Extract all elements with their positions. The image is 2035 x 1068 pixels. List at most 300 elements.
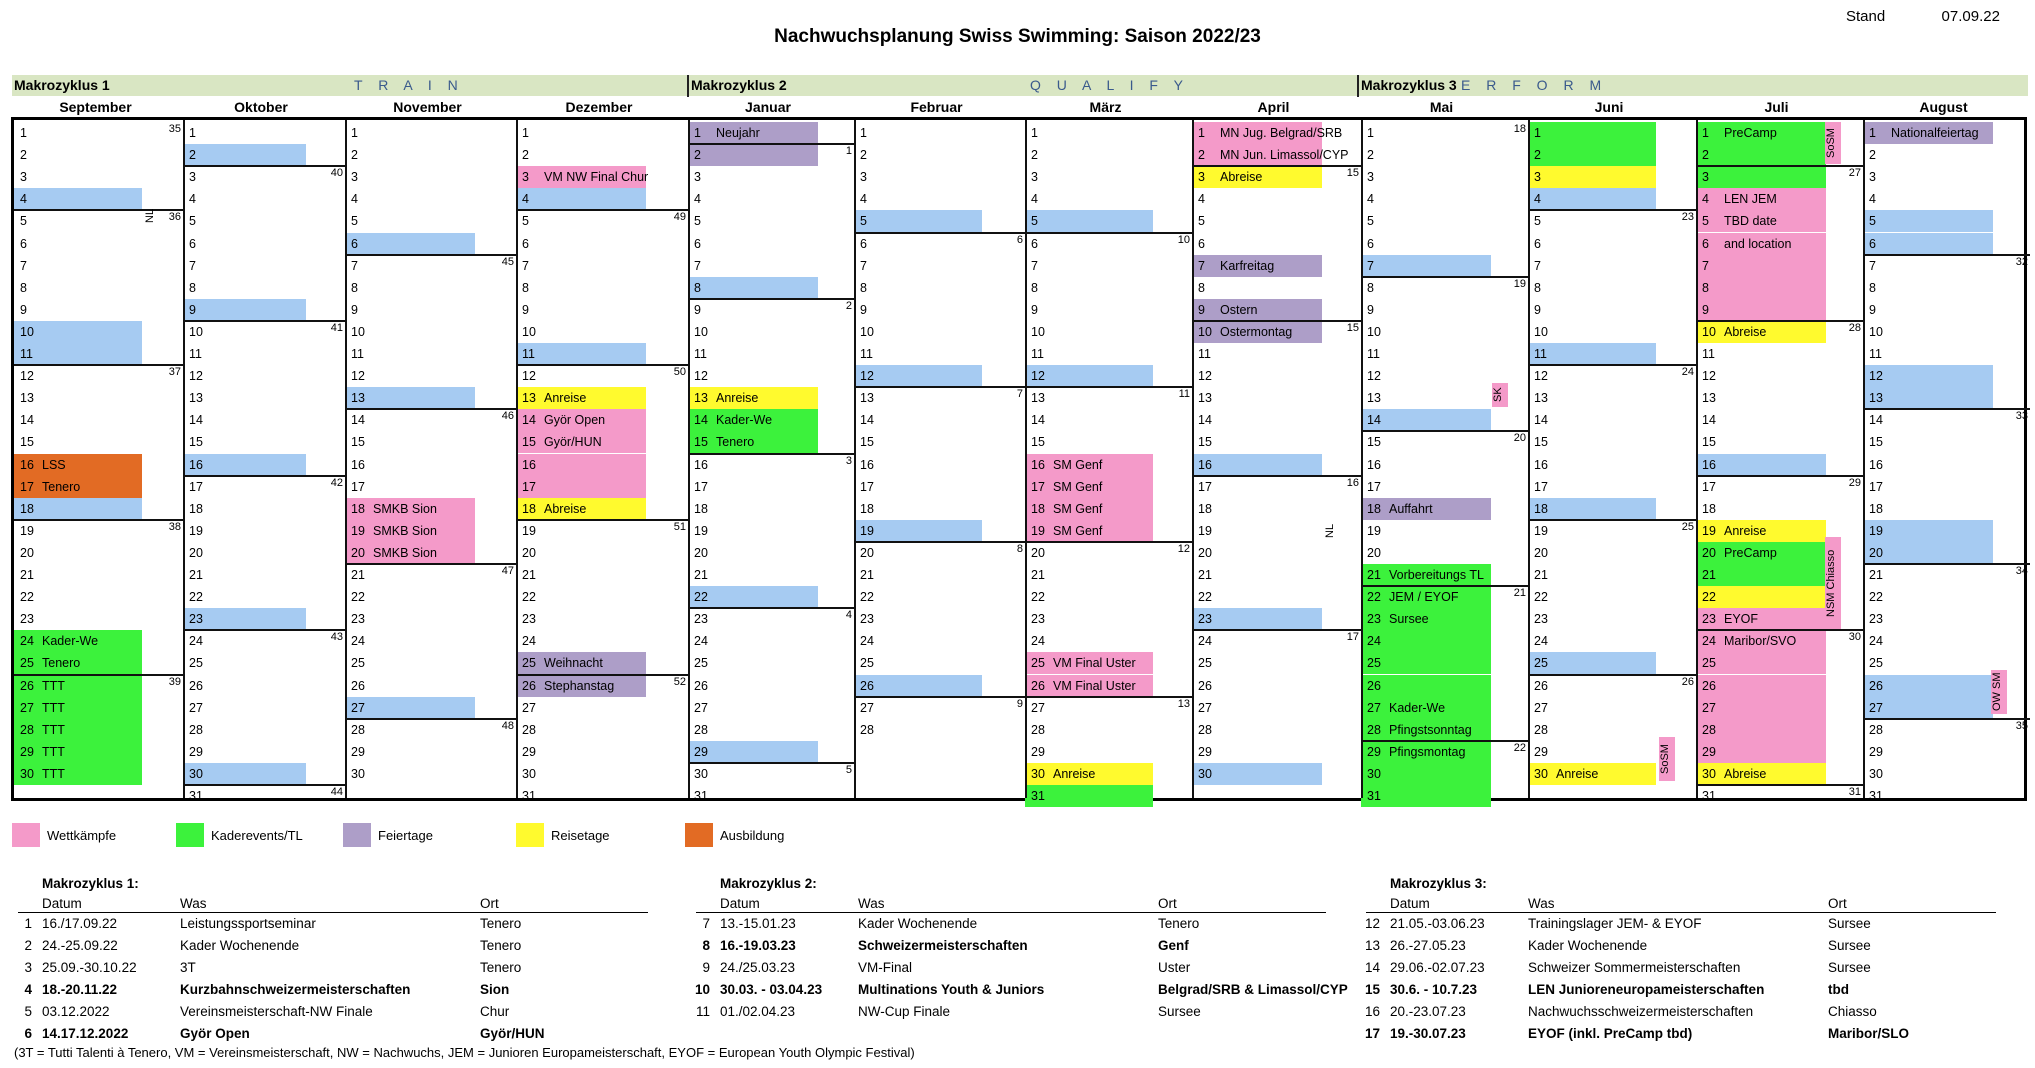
day-number: 17: [20, 479, 34, 494]
day-number: 11: [1367, 347, 1380, 361]
day-event-label: Nationalfeiertag: [1891, 126, 1979, 140]
day-number: 1: [1534, 126, 1541, 140]
day-cell: [1192, 564, 1361, 586]
day-event-label: TTT: [42, 744, 65, 759]
day-cell: [688, 365, 854, 387]
week-number: 49: [673, 211, 686, 224]
week-number: 20: [1513, 432, 1526, 445]
week-separator: [1863, 408, 2030, 410]
day-highlight: [1528, 144, 1656, 166]
day-cell: [516, 520, 688, 542]
month-divider: [1528, 120, 1530, 798]
day-highlight: [688, 277, 818, 299]
day-number: 13: [189, 391, 203, 406]
day-number: 9: [1367, 302, 1374, 317]
day-cell: [1025, 741, 1192, 763]
day-number: 30: [20, 766, 34, 781]
day-cell: [854, 454, 1025, 476]
day-number: 28: [1702, 722, 1716, 737]
day-cell: [516, 564, 688, 586]
week-separator: [1025, 386, 1192, 388]
day-cell: [183, 255, 345, 277]
week-separator: [1192, 629, 1361, 631]
day-number: 29: [1534, 744, 1548, 759]
day-cell: [854, 697, 1025, 719]
day-number: 14: [1198, 413, 1212, 428]
day-cell: [688, 741, 854, 763]
day-cell: [1528, 210, 1696, 232]
day-number: 27: [1367, 700, 1381, 715]
day-cell: [345, 586, 516, 608]
day-cell: [1528, 144, 1696, 166]
day-number: 28: [1198, 722, 1212, 737]
day-number: 4: [1702, 192, 1709, 207]
day-cell: [1192, 476, 1361, 498]
day-cell: [516, 741, 688, 763]
day-cell: [14, 608, 183, 630]
day-number: 26: [20, 678, 34, 693]
day-number: 22: [351, 590, 365, 605]
week-separator: [345, 254, 516, 256]
day-cell: [345, 321, 516, 343]
day-cell: [14, 166, 183, 188]
day-number: 26: [1367, 678, 1381, 693]
day-number: 3: [860, 170, 867, 185]
day-cell: [1528, 454, 1696, 476]
legend: [12, 823, 912, 847]
day-cell: [345, 166, 516, 188]
day-number: 12: [522, 369, 536, 384]
week-number: 2: [845, 299, 852, 312]
day-cell: [516, 365, 688, 387]
day-cell: [1528, 255, 1696, 277]
day-cell: [14, 343, 183, 365]
day-number: 10: [351, 324, 365, 339]
day-event-label: TTT: [42, 722, 65, 737]
week-number: 48: [501, 719, 514, 732]
day-number: 24: [351, 634, 365, 649]
day-number: 28: [1869, 722, 1883, 737]
month-header: Februar: [910, 99, 963, 115]
row-date: 13.-15.01.23: [720, 916, 796, 931]
week-number: 11: [1178, 388, 1190, 401]
day-number: 3: [1198, 170, 1205, 185]
day-cell: [688, 409, 854, 431]
day-number: 8: [1367, 280, 1374, 295]
day-number: 9: [1198, 302, 1205, 317]
legend-label: Reisetage: [551, 828, 610, 843]
day-cell: [1528, 431, 1696, 453]
day-cell: [516, 343, 688, 365]
week-number: 17: [1346, 631, 1359, 644]
day-cell: [1696, 210, 1863, 232]
day-number: 3: [694, 170, 701, 185]
day-highlight: [345, 233, 475, 255]
week-number: 51: [673, 520, 686, 533]
day-number: 27: [20, 700, 34, 715]
week-separator: [1361, 585, 1528, 587]
day-number: 24: [1198, 634, 1212, 649]
day-cell: [1025, 409, 1192, 431]
month-column: [1025, 120, 1192, 803]
day-event-label: Abreise: [544, 501, 587, 516]
day-number: 14: [1367, 413, 1381, 428]
day-cell: [1528, 564, 1696, 586]
day-number: 5: [351, 214, 358, 229]
row-event: Schweizermeisterschaften: [858, 938, 1028, 953]
row-date: 01./02.04.23: [720, 1004, 796, 1019]
day-number: 16: [1031, 457, 1045, 472]
day-cell: [688, 144, 854, 166]
month-header: März: [1089, 99, 1122, 115]
day-number: 5: [1869, 214, 1876, 229]
day-number: 16: [694, 457, 708, 472]
day-cell: [1863, 498, 2030, 520]
row-number: 13: [1364, 938, 1380, 953]
day-number: 8: [1031, 280, 1038, 295]
day-number: 15: [1198, 435, 1212, 450]
day-number: 12: [1198, 369, 1212, 384]
day-number: 7: [860, 258, 867, 273]
day-cell: [345, 343, 516, 365]
day-number: 30: [1702, 766, 1716, 781]
week-number: 50: [673, 366, 686, 379]
week-number: 4: [845, 609, 852, 622]
day-highlight: [1361, 255, 1491, 277]
day-cell: [1863, 476, 2030, 498]
day-number: 25: [1702, 656, 1716, 671]
day-cell: [1361, 630, 1528, 652]
legend-label: Ausbildung: [720, 828, 785, 843]
day-number: 7: [694, 258, 701, 273]
day-number: 1: [860, 126, 867, 140]
week-number: 44: [330, 786, 343, 798]
day-cell: [516, 763, 688, 785]
day-cell: [345, 675, 516, 697]
day-cell: [183, 210, 345, 232]
day-highlight: [1696, 144, 1826, 166]
day-cell: [1528, 652, 1696, 674]
column-header: Datum: [1390, 896, 1430, 911]
day-number: 11: [694, 347, 707, 361]
day-number: 8: [1869, 280, 1876, 295]
day-cell: [854, 586, 1025, 608]
day-number: 1: [20, 126, 27, 140]
day-event-label: Abreise: [1220, 170, 1263, 185]
day-cell: [1528, 321, 1696, 343]
week-separator: [345, 408, 516, 410]
day-cell: [1696, 763, 1863, 785]
day-cell: [183, 409, 345, 431]
day-cell: [516, 675, 688, 697]
day-event-label: Tenero: [42, 479, 81, 494]
day-number: 7: [522, 258, 529, 273]
day-number: 15: [1534, 435, 1548, 450]
week-number: 30: [1848, 631, 1861, 644]
day-cell: [1192, 255, 1361, 277]
day-cell: [1863, 233, 2030, 255]
month-header: August: [1919, 99, 1968, 115]
month-divider: [1025, 120, 1027, 798]
day-number: 10: [1869, 324, 1883, 339]
day-highlight: [1528, 122, 1656, 144]
day-number: 16: [1198, 457, 1212, 472]
day-cell: [1696, 431, 1863, 453]
day-cell: [345, 233, 516, 255]
row-date: 26.-27.05.23: [1390, 938, 1466, 953]
day-cell: [688, 454, 854, 476]
day-number: 1: [1367, 126, 1374, 140]
day-cell: [1025, 387, 1192, 409]
day-number: 14: [522, 413, 536, 428]
day-number: 10: [20, 324, 34, 339]
row-event: Kader Wochenende: [1528, 938, 1648, 953]
day-cell: [516, 299, 688, 321]
week-number: 35: [2015, 719, 2028, 732]
week-number: 8: [1016, 542, 1023, 555]
day-cell: [854, 476, 1025, 498]
row-location: Maribor/SLO: [1828, 1026, 1910, 1041]
day-event-label: Maribor/SVO: [1724, 634, 1797, 649]
day-cell: [1863, 277, 2030, 299]
day-number: 19: [694, 523, 708, 538]
row-location: Tenero: [480, 938, 522, 953]
day-cell: [345, 365, 516, 387]
day-cell: [516, 476, 688, 498]
day-highlight: [1863, 233, 1993, 255]
day-number: 14: [1869, 413, 1883, 428]
day-number: 22: [1198, 590, 1212, 605]
day-number: 13: [351, 391, 365, 406]
day-number: 29: [20, 744, 34, 759]
month-column: [183, 120, 345, 803]
day-cell: [183, 520, 345, 542]
day-number: 12: [20, 369, 34, 384]
day-cell: [1361, 785, 1528, 807]
week-number: 47: [501, 565, 514, 577]
day-cell: [1863, 719, 2030, 741]
day-number: 23: [189, 612, 203, 627]
row-number: 15: [1364, 982, 1380, 997]
day-cell: [854, 520, 1025, 542]
day-cell: [1025, 255, 1192, 277]
day-cell: [854, 409, 1025, 431]
month-column: [688, 120, 854, 803]
day-cell: [1863, 630, 2030, 652]
day-number: 4: [1869, 192, 1876, 207]
day-cell: [1696, 630, 1863, 652]
day-cell: [183, 277, 345, 299]
event-table: [18, 876, 648, 1045]
day-number: 7: [1198, 258, 1205, 273]
day-cell: [1192, 454, 1361, 476]
day-cell: [1528, 166, 1696, 188]
day-number: 24: [20, 634, 34, 649]
day-cell: [1192, 763, 1361, 785]
day-number: 17: [1869, 479, 1883, 494]
day-cell: [516, 255, 688, 277]
day-number: 26: [189, 678, 203, 693]
day-event-label: Auffahrt: [1389, 501, 1433, 516]
table-row: [18, 1001, 648, 1023]
week-number: 15: [1346, 167, 1359, 180]
day-event-label: VM Final Uster: [1053, 656, 1136, 671]
day-number: 13: [860, 391, 874, 406]
week-separator: [854, 232, 1025, 234]
day-number: 10: [1367, 324, 1381, 339]
day-number: 5: [20, 214, 27, 229]
row-date: 20.-23.07.23: [1390, 1004, 1466, 1019]
day-cell: [14, 277, 183, 299]
day-number: 25: [694, 656, 708, 671]
day-cell: [1863, 586, 2030, 608]
day-number: 12: [189, 369, 203, 384]
day-cell: [1025, 719, 1192, 741]
column-header: Ort: [1158, 896, 1177, 911]
row-date: 18.-20.11.22: [42, 982, 118, 997]
day-number: 10: [189, 324, 203, 339]
day-number: 16: [860, 457, 874, 472]
day-highlight: [688, 144, 818, 166]
day-cell: [14, 365, 183, 387]
day-cell: [1696, 277, 1863, 299]
row-event: Kader Wochenende: [858, 916, 978, 931]
day-number: 16: [189, 457, 203, 472]
week-separator: [1696, 784, 1863, 786]
row-number: 17: [1364, 1026, 1380, 1041]
month-divider: [1863, 120, 1865, 798]
day-cell: [1528, 122, 1696, 144]
day-number: 8: [1702, 280, 1709, 295]
day-number: 18: [1869, 501, 1883, 516]
day-cell: [854, 675, 1025, 697]
day-cell: [854, 365, 1025, 387]
day-number: 23: [1702, 612, 1716, 627]
day-cell: [1361, 409, 1528, 431]
row-number: 4: [24, 982, 32, 997]
day-cell: [14, 476, 183, 498]
stand-line: [1846, 8, 2000, 25]
day-cell: [1696, 387, 1863, 409]
day-number: 3: [20, 170, 27, 185]
day-number: 12: [1702, 369, 1716, 384]
day-number: 22: [860, 590, 874, 605]
day-number: 6: [522, 236, 529, 251]
day-number: 29: [522, 744, 536, 759]
day-cell: [1528, 630, 1696, 652]
day-cell: [183, 675, 345, 697]
day-cell: [854, 542, 1025, 564]
day-number: 22: [694, 590, 708, 605]
week-number: 10: [1177, 233, 1190, 246]
day-number: 21: [20, 568, 34, 582]
day-cell: [1696, 719, 1863, 741]
day-number: 8: [20, 280, 27, 295]
week-separator: [1025, 232, 1192, 234]
day-number: 21: [1534, 568, 1548, 582]
day-event-label: Ostermontag: [1220, 324, 1293, 339]
day-event-label: Abreise: [1724, 324, 1767, 339]
day-cell: [1361, 476, 1528, 498]
day-number: 25: [1534, 656, 1548, 671]
table-row: [18, 957, 648, 979]
day-number: 24: [1869, 634, 1883, 649]
day-cell: [1025, 321, 1192, 343]
week-number: 19: [1513, 277, 1526, 290]
week-separator: [854, 541, 1025, 543]
day-number: 13: [694, 391, 708, 406]
month-column: [1361, 120, 1528, 803]
day-cell: [1025, 564, 1192, 586]
week-number: 46: [501, 410, 514, 423]
row-location: Tenero: [480, 916, 522, 931]
day-number: 7: [1702, 258, 1709, 273]
day-cell: [183, 233, 345, 255]
day-cell: [854, 144, 1025, 166]
week-separator: [183, 475, 345, 477]
day-number: 17: [1367, 479, 1381, 494]
day-number: 27: [1869, 700, 1883, 715]
day-cell: [345, 387, 516, 409]
day-number: 14: [694, 413, 708, 428]
day-cell: [183, 321, 345, 343]
day-number: 9: [1869, 302, 1876, 317]
row-event: LEN Junioreneuropameisterschaften: [1528, 982, 1765, 997]
day-cell: [1863, 785, 2030, 807]
month-divider: [688, 120, 690, 798]
day-cell: [516, 409, 688, 431]
day-cell: [1025, 586, 1192, 608]
table-row: [1366, 1001, 1996, 1023]
day-cell: [688, 122, 854, 144]
day-number: 22: [20, 590, 34, 605]
day-cell: [14, 122, 183, 144]
day-event-label: VM NW Final Chur: [544, 170, 649, 185]
footnote: (3T = Tutti Talenti à Tenero, VM = Vereinsmeisterschaft, NW = Nachwuchs, JEM = Junioren Europameisterschaft, EYOF = European Youth Olympic Festival): [14, 1045, 915, 1060]
week-separator: [1863, 563, 2030, 565]
day-event-label: Anreise: [1053, 766, 1096, 781]
stand-label: Stand: [1846, 8, 1886, 25]
day-cell: [183, 122, 345, 144]
day-highlight: [14, 343, 142, 365]
day-number: 22: [1869, 590, 1883, 605]
day-cell: [1361, 675, 1528, 697]
row-event: Nachwuchsschweizermeisterschaften: [1528, 1004, 1754, 1019]
week-number: 32: [2015, 255, 2028, 268]
month-column: [854, 120, 1025, 798]
day-cell: [516, 719, 688, 741]
day-cell: [688, 586, 854, 608]
sosm-label: SoSM: [1825, 122, 1841, 164]
week-number: 31: [1848, 786, 1861, 798]
makrozyklus-divider: [687, 75, 689, 97]
day-event-label: Anreise: [1556, 766, 1599, 781]
day-number: 7: [351, 258, 358, 273]
day-cell: [14, 431, 183, 453]
day-cell: [1361, 299, 1528, 321]
day-number: 6: [1367, 236, 1374, 251]
day-cell: [688, 188, 854, 210]
day-cell: [1192, 741, 1361, 763]
day-number: 28: [694, 722, 708, 737]
day-cell: [688, 255, 854, 277]
day-cell: [1696, 675, 1863, 697]
day-number: 23: [1869, 612, 1883, 627]
week-number: 36: [168, 211, 181, 224]
day-number: 6: [1534, 236, 1541, 251]
day-number: 4: [189, 192, 196, 207]
day-event-label: Tenero: [42, 656, 81, 671]
